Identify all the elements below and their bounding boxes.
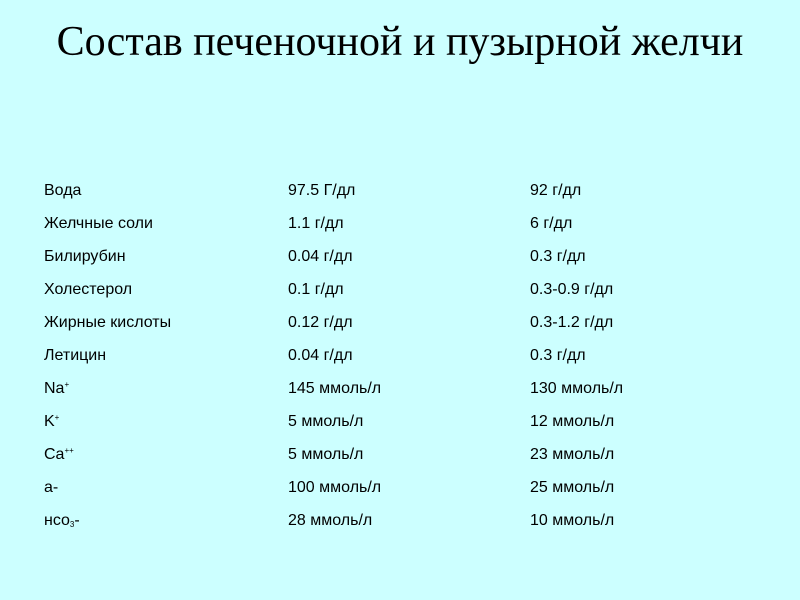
- ion-charge: ++: [64, 446, 74, 455]
- table-row: [44, 273, 730, 306]
- liver-bile-value: 0.04 г/дл: [288, 347, 353, 364]
- ion-charge: +: [54, 413, 60, 422]
- table-row: [44, 207, 730, 240]
- liver-bile-value: 1.1 г/дл: [288, 215, 344, 232]
- liver-bile-value: 0.04 г/дл: [288, 248, 353, 265]
- ion-symbol: Ca: [44, 446, 65, 463]
- gallbladder-bile-value: 0.3 г/дл: [530, 347, 586, 364]
- gallbladder-bile-value: 0.3-0.9 г/дл: [530, 281, 614, 298]
- liver-bile-value: 0.12 г/дл: [288, 314, 353, 331]
- gallbladder-bile-value: 6 г/дл: [530, 215, 573, 232]
- component-name: Желчные соли: [44, 215, 153, 232]
- liver-bile-value: 100 ммоль/л: [288, 479, 382, 496]
- component-name: [44, 438, 288, 471]
- component-name: Жирные кислоты: [44, 314, 172, 331]
- table-row: [44, 339, 730, 372]
- gallbladder-bile-value: 23 ммоль/л: [530, 446, 615, 463]
- ion-subscript: 3: [69, 520, 75, 529]
- ion-charge: -: [74, 512, 80, 529]
- table-row: [44, 438, 730, 471]
- table-row: [44, 372, 730, 405]
- table-row: [44, 405, 730, 438]
- liver-bile-value: 0.1 г/дл: [288, 281, 344, 298]
- ion-symbol: нсо: [44, 512, 70, 529]
- table-row: [44, 240, 730, 273]
- liver-bile-value: 5 ммоль/л: [288, 446, 364, 463]
- liver-bile-value: 5 ммоль/л: [288, 413, 364, 430]
- gallbladder-bile-value: 25 ммоль/л: [530, 479, 615, 496]
- table-row: [44, 306, 730, 339]
- table-row: [44, 504, 730, 537]
- liver-bile-value: 145 ммоль/л: [288, 380, 382, 397]
- gallbladder-bile-value: 10 ммоль/л: [530, 512, 615, 529]
- ion-symbol: K: [44, 413, 55, 430]
- gallbladder-bile-value: 0.3 г/дл: [530, 248, 586, 265]
- component-name: [44, 372, 288, 405]
- gallbladder-bile-value: 0.3-1.2 г/дл: [530, 314, 614, 331]
- component-name: Вода: [44, 182, 82, 199]
- liver-bile-value: 97.5 Г/дл: [288, 182, 356, 199]
- component-name: Холестерол: [44, 281, 133, 298]
- ion-symbol: Na: [44, 380, 65, 397]
- gallbladder-bile-value: 12 ммоль/л: [530, 413, 615, 430]
- liver-bile-value: 28 ммоль/л: [288, 512, 373, 529]
- slide-title: Состав печеночной и пузырной желчи: [56, 19, 744, 65]
- gallbladder-bile-value: 92 г/дл: [530, 182, 582, 199]
- gallbladder-bile-value: 130 ммоль/л: [530, 380, 624, 397]
- ion-charge: +: [64, 380, 70, 389]
- table-row: [44, 174, 730, 207]
- component-name: Билирубин: [44, 248, 126, 265]
- table-row: [44, 471, 730, 504]
- component-name: [44, 405, 288, 438]
- component-name: [44, 504, 288, 537]
- component-name: a-: [44, 479, 59, 496]
- component-name: Летицин: [44, 347, 107, 364]
- bile-composition-table: [44, 174, 730, 537]
